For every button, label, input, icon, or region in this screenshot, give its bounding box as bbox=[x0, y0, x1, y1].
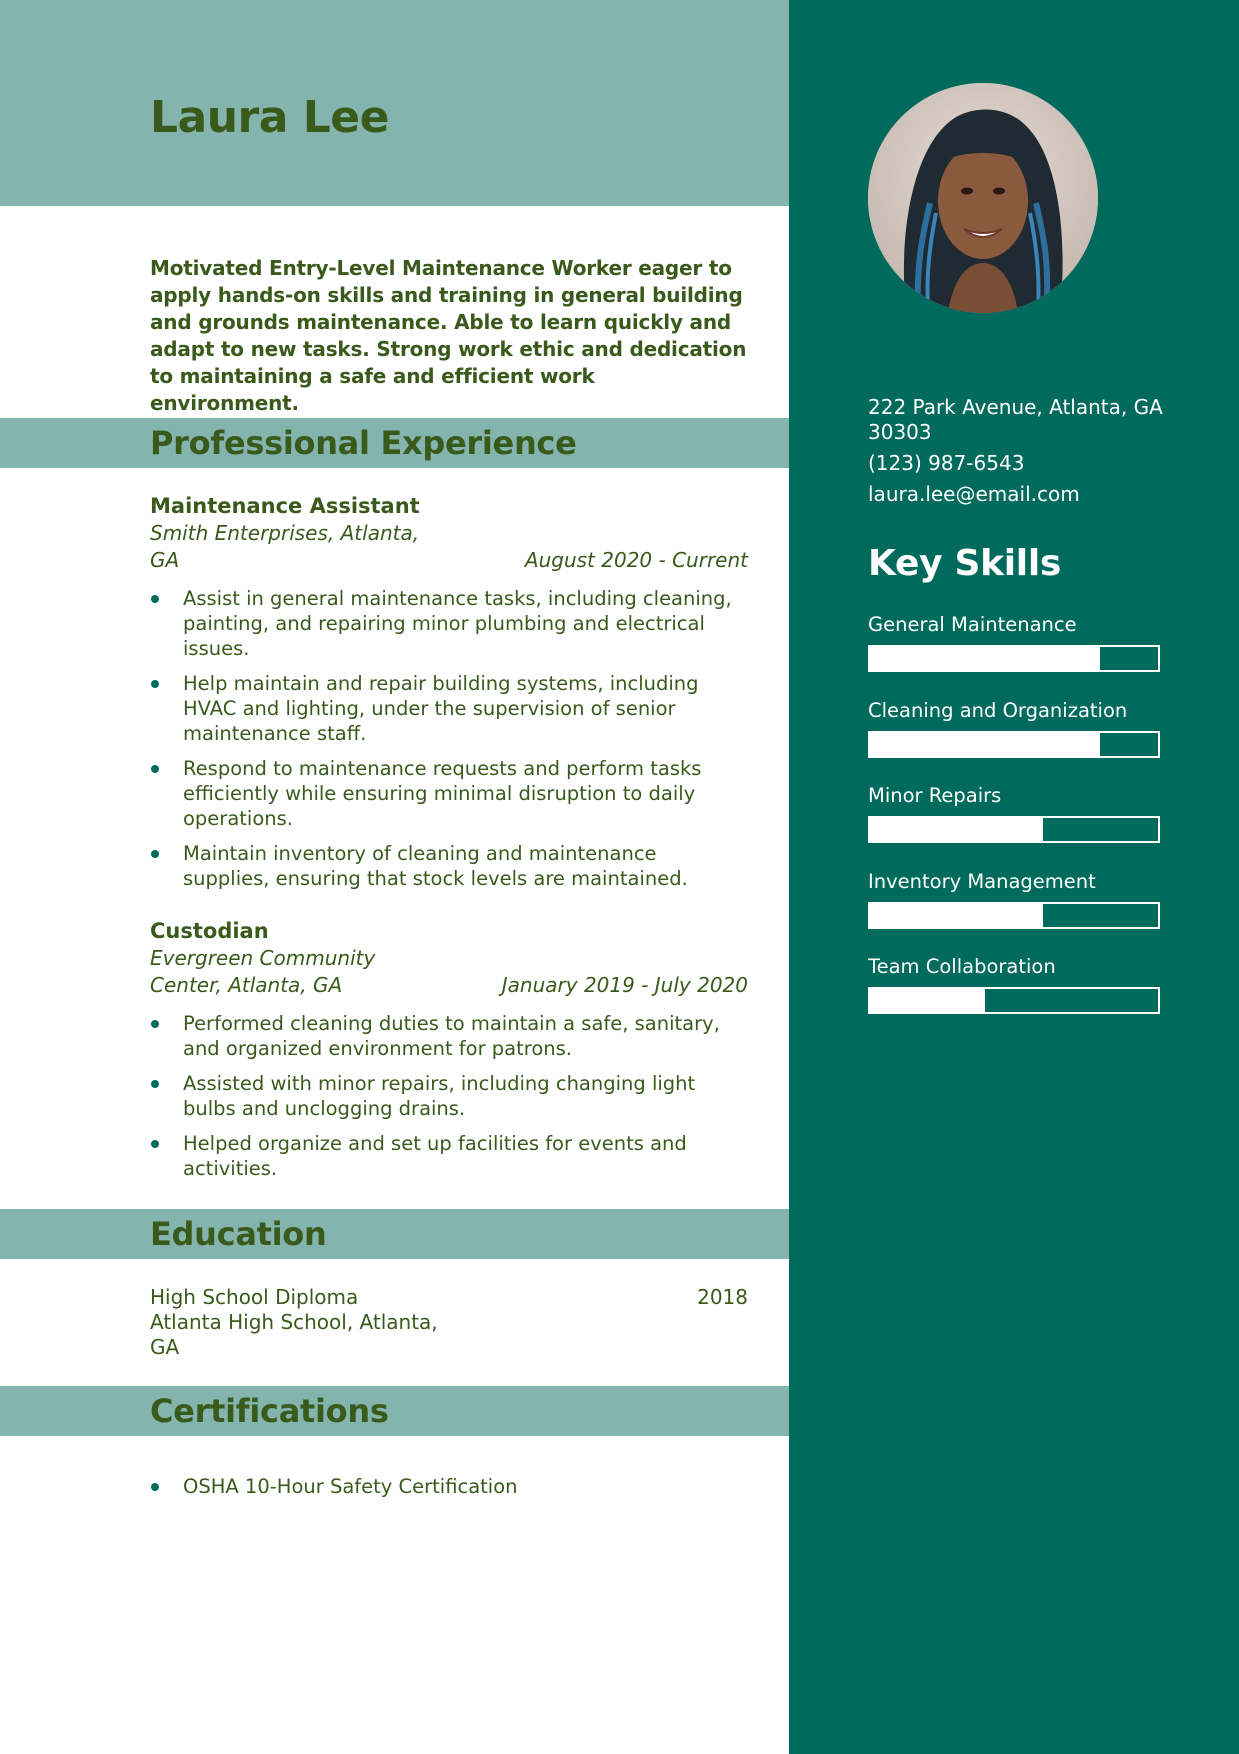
education-year: 2018 bbox=[697, 1285, 748, 1309]
education-section-header bbox=[0, 1209, 789, 1259]
bullet-icon bbox=[151, 595, 159, 603]
skill-bar bbox=[868, 645, 1160, 672]
bullet-text: Helped organize and set up facilities for events and activities. bbox=[183, 1132, 687, 1180]
list-item bbox=[150, 1474, 748, 1499]
job-bullets bbox=[150, 1011, 748, 1181]
skill-item bbox=[868, 612, 1160, 698]
bullet-text: Assisted with minor repairs, including changing light bulbs and unclogging drains. bbox=[183, 1072, 696, 1120]
certifications-section-header bbox=[0, 1386, 789, 1436]
contact-info bbox=[868, 395, 1168, 513]
skill-item bbox=[868, 869, 1160, 955]
skill-label: Team Collaboration bbox=[868, 955, 1056, 978]
bullet-text: Performed cleaning duties to maintain a safe, sanitary, and organized environment for patrons. bbox=[183, 1012, 720, 1060]
experience-section-header bbox=[0, 418, 789, 468]
skill-label: General Maintenance bbox=[868, 613, 1077, 636]
profile-photo bbox=[868, 83, 1098, 313]
job-title: Maintenance Assistant bbox=[150, 494, 420, 518]
skill-bar bbox=[868, 816, 1160, 843]
candidate-name: Laura Lee bbox=[150, 92, 389, 143]
job-company: Evergreen Community Center, Atlanta, GA bbox=[150, 946, 376, 997]
skill-fill bbox=[870, 989, 985, 1012]
skill-item bbox=[868, 698, 1160, 784]
skill-fill bbox=[870, 818, 1043, 841]
job-title: Custodian bbox=[150, 919, 269, 943]
avatar bbox=[868, 83, 1098, 313]
education-entry bbox=[150, 1285, 748, 1360]
skill-label: Cleaning and Organization bbox=[868, 698, 1128, 722]
job-company: Smith Enterprises, Atlanta, GA bbox=[150, 521, 420, 572]
experience-heading: Professional Experience bbox=[150, 424, 577, 462]
skill-label: Minor Repairs bbox=[868, 784, 1002, 807]
list-item bbox=[150, 756, 748, 831]
list-item bbox=[150, 671, 748, 746]
list-item bbox=[150, 841, 748, 891]
job-entry bbox=[150, 918, 748, 1191]
bullet-text: Maintain inventory of cleaning and maintenance supplies, ensuring that stock levels are maintained. bbox=[183, 842, 688, 890]
list-item bbox=[150, 1071, 748, 1121]
list-item bbox=[150, 1011, 748, 1061]
education-heading: Education bbox=[150, 1215, 327, 1253]
bullet-text: Help maintain and repair building systems, including HVAC and lighting, under the supervision of senior maintenance staff. bbox=[183, 672, 699, 745]
skills-heading: Key Skills bbox=[868, 543, 1061, 584]
bullet-icon bbox=[151, 850, 159, 858]
contact-email: laura.lee@email.com bbox=[868, 482, 1080, 506]
job-meta bbox=[150, 945, 748, 999]
bullet-text: Respond to maintenance requests and perform tasks efficiently while ensuring minimal disruption to daily operations. bbox=[183, 757, 702, 830]
bullet-icon bbox=[151, 765, 159, 773]
certifications-list bbox=[150, 1474, 748, 1509]
contact-address: 222 Park Avenue, Atlanta, GA 30303 bbox=[868, 395, 1163, 444]
bullet-icon bbox=[151, 680, 159, 688]
skill-bar bbox=[868, 902, 1160, 929]
certification-text: OSHA 10-Hour Safety Certification bbox=[183, 1475, 518, 1498]
skill-bar bbox=[868, 987, 1160, 1014]
education-degree: High School Diploma bbox=[150, 1285, 359, 1309]
contact-phone: (123) 987-6543 bbox=[868, 451, 1025, 475]
job-dates: August 2020 - Current bbox=[524, 548, 748, 572]
bullet-icon bbox=[151, 1483, 159, 1491]
bullet-icon bbox=[151, 1080, 159, 1088]
education-school: Atlanta High School, Atlanta, GA bbox=[150, 1310, 438, 1359]
skill-bar bbox=[868, 731, 1160, 758]
job-dates: January 2019 - July 2020 bbox=[501, 973, 748, 997]
list-item bbox=[150, 1131, 748, 1181]
job-entry bbox=[150, 493, 748, 901]
skill-item bbox=[868, 954, 1160, 1040]
bullet-icon bbox=[151, 1140, 159, 1148]
bullet-icon bbox=[151, 1020, 159, 1028]
job-meta bbox=[150, 520, 748, 574]
professional-summary: Motivated Entry-Level Maintenance Worker eager to apply hands-on skills and training in general building and grounds maintenance. Able to learn quickly and adapt to new tasks. Strong work ethic and dedication to maintaining a safe and efficient work environment. bbox=[150, 256, 747, 415]
list-item bbox=[150, 586, 748, 661]
skill-item bbox=[868, 783, 1160, 869]
skill-fill bbox=[870, 904, 1043, 927]
skill-fill bbox=[870, 733, 1100, 756]
bullet-text: Assist in general maintenance tasks, including cleaning, painting, and repairing minor plumbing and electrical issues. bbox=[183, 587, 732, 660]
job-bullets bbox=[150, 586, 748, 891]
skill-fill bbox=[870, 647, 1100, 670]
header-band bbox=[0, 0, 789, 206]
skills-list bbox=[868, 612, 1160, 1040]
certifications-heading: Certifications bbox=[150, 1392, 389, 1430]
skill-label: Inventory Management bbox=[868, 869, 1096, 893]
